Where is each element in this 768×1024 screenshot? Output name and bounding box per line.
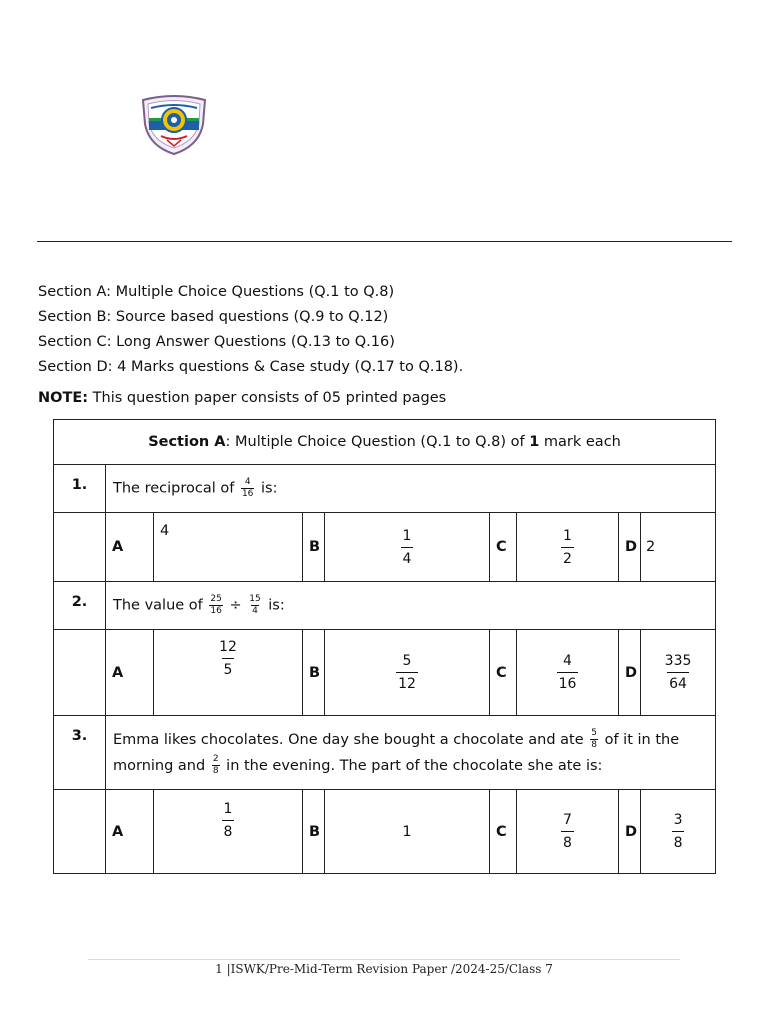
school-crest-logo <box>139 94 209 156</box>
note-text: This question paper consists of 05 printed pages <box>88 390 447 406</box>
header-bold-section: Section A <box>148 434 226 450</box>
option-value[interactable] <box>154 790 303 874</box>
fraction <box>217 640 239 677</box>
section-d-line: Section D: 4 Marks questions & Case study (Q.17 to Q.18). <box>38 359 464 375</box>
denominator: 2 <box>561 547 574 566</box>
denominator: 8 <box>212 766 219 776</box>
numerator: 25 <box>210 594 222 604</box>
fraction <box>561 529 574 566</box>
header-text-end: mark each <box>539 434 621 450</box>
blank-cell <box>54 630 106 716</box>
denominator: 12 <box>396 672 418 691</box>
option-letter: D <box>619 790 641 874</box>
header-divider <box>37 241 732 242</box>
option-letter: A <box>106 790 154 874</box>
numerator: 4 <box>563 653 572 669</box>
denominator: 16 <box>210 606 222 616</box>
footer-divider <box>88 959 680 960</box>
section-a-line: Section A: Multiple Choice Questions (Q.1 to Q.8) <box>38 284 395 300</box>
page-footer: 1 |ISWK/Pre-Mid-Term Revision Paper /2024-25/Class 7 <box>215 962 553 976</box>
question-text <box>106 582 716 630</box>
option-letter: B <box>303 513 325 582</box>
denominator: 8 <box>561 831 574 850</box>
denominator: 4 <box>401 547 414 566</box>
section-a-header <box>54 420 716 465</box>
numerator: 3 <box>673 812 683 828</box>
fraction <box>557 654 579 691</box>
denominator: 4 <box>252 606 258 616</box>
numerator: 1 <box>223 801 233 817</box>
numerator: 7 <box>563 812 572 828</box>
numerator: 12 <box>219 639 237 655</box>
fraction <box>401 529 414 566</box>
fraction <box>672 813 685 850</box>
denominator: 8 <box>222 820 235 839</box>
q3-text-pre: Emma likes chocolates. One day she bought a chocolate and ate <box>113 731 589 748</box>
mcq-table <box>53 419 716 874</box>
header-text: : Multiple Choice Question (Q.1 to Q.8) of <box>225 434 530 450</box>
q1-text-pre: The reciprocal of <box>113 480 239 497</box>
option-letter: C <box>490 790 517 874</box>
q3-text-post: in the evening. The part of the chocolate she ate is: <box>221 757 603 774</box>
numerator: 1 <box>402 527 412 544</box>
option-value[interactable] <box>325 513 490 582</box>
option-value[interactable] <box>154 630 303 716</box>
q2-text-pre: The value of <box>113 597 208 614</box>
denominator: 16 <box>241 489 254 499</box>
option-value[interactable] <box>325 630 490 716</box>
header-bold-marks: 1 <box>529 434 540 450</box>
option-letter: D <box>619 630 641 716</box>
question-text <box>106 716 716 790</box>
fraction <box>663 654 694 691</box>
q3-fraction-1 <box>590 729 598 750</box>
blank-cell <box>54 513 106 582</box>
q3-fraction-2 <box>212 755 220 776</box>
options-row-1 <box>54 513 716 582</box>
q2-fraction-2 <box>248 595 261 616</box>
question-text <box>106 465 716 513</box>
fraction <box>222 802 235 839</box>
option-value[interactable] <box>517 790 619 874</box>
denominator: 16 <box>557 672 579 691</box>
numerator: 5 <box>591 728 597 738</box>
option-letter: B <box>303 630 325 716</box>
question-number: 2. <box>54 582 106 630</box>
option-value[interactable] <box>517 630 619 716</box>
note-line <box>38 388 463 413</box>
blank-cell <box>54 790 106 874</box>
q2-text-post: is: <box>263 597 285 614</box>
option-letter: C <box>490 513 517 582</box>
option-value[interactable] <box>641 790 716 874</box>
option-value[interactable]: 2 <box>641 513 716 582</box>
section-b-line: Section B: Source based questions (Q.9 to Q.12) <box>38 309 389 325</box>
options-row-2 <box>54 630 716 716</box>
question-number: 3. <box>54 716 106 790</box>
q1-text-post: is: <box>256 480 278 497</box>
option-letter: A <box>106 630 154 716</box>
numerator: 5 <box>402 653 412 669</box>
option-letter: B <box>303 790 325 874</box>
option-letter: D <box>619 513 641 582</box>
fraction <box>396 654 418 691</box>
option-value[interactable] <box>641 630 716 716</box>
denominator: 64 <box>667 672 689 691</box>
option-letter: A <box>106 513 154 582</box>
q2-fraction-1 <box>209 595 222 616</box>
q3-text-mid: of it in the morning and <box>113 731 680 774</box>
numerator: 15 <box>249 594 261 604</box>
note-label: NOTE: <box>38 390 89 406</box>
denominator: 5 <box>222 658 235 677</box>
numerator: 4 <box>244 477 251 487</box>
instructions <box>38 282 463 413</box>
options-row-3 <box>54 790 716 874</box>
option-value[interactable]: 4 <box>154 513 303 582</box>
question-row-2 <box>54 582 716 630</box>
question-number: 1. <box>54 465 106 513</box>
question-row-3 <box>54 716 716 790</box>
denominator: 8 <box>672 831 685 850</box>
numerator: 2 <box>212 754 219 764</box>
divide-operator: ÷ <box>224 597 247 614</box>
q1-fraction <box>241 478 254 499</box>
option-letter: C <box>490 630 517 716</box>
fraction <box>561 813 574 850</box>
section-c-line: Section C: Long Answer Questions (Q.13 to Q.16) <box>38 334 395 350</box>
numerator: 335 <box>664 653 692 669</box>
option-value[interactable] <box>517 513 619 582</box>
option-value[interactable]: 1 <box>325 790 490 874</box>
question-row-1 <box>54 465 716 513</box>
denominator: 8 <box>591 740 597 750</box>
numerator: 1 <box>563 527 572 544</box>
